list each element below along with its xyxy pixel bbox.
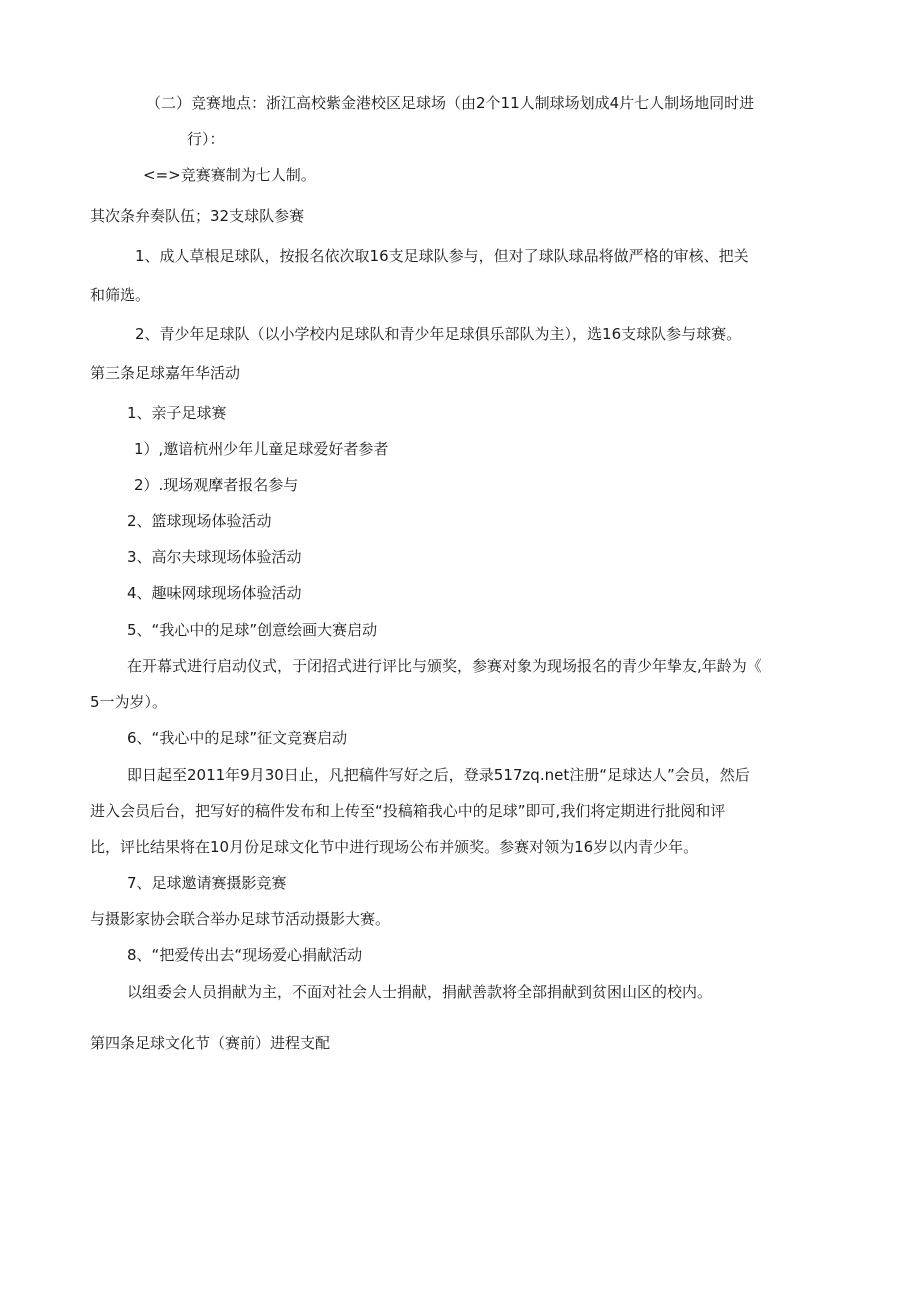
activity-1-sub-1: 1）,邀谙杭州少年儿童足球爱好者参者 xyxy=(134,440,389,458)
activity-5: 5、“我心中的足球”创意绘画大赛启动 xyxy=(127,621,378,639)
item-youth-teams: 2、青少年足球队（以小学校内足球队和青少年足球俱乐部队为主），选16支球队参与球赛。 xyxy=(135,325,742,343)
section-venue-line: （二）竞赛地点：浙江高校紫金港校区足球场（由2个11人制球场划成4片七人制场地同时进 xyxy=(146,94,755,112)
activity-6-desc-cont-2: 比，评比结果将在10月份足球文化节中进行现场公布并颁奖。参赛对领为16岁以内青少年。 xyxy=(90,838,699,856)
activity-3: 3、高尔夫球现场体验活动 xyxy=(127,548,302,566)
activity-8: 8、“把爱传出去“现场爱心捐献活动 xyxy=(127,946,363,964)
article-4-heading: 第四条足球文化节（赛前）进程支配 xyxy=(90,1034,331,1052)
activity-6-desc: 即日起至2011年9月30日止，凡把稿件写好之后，登录517zq.net注册“足球达人”会员，然后 xyxy=(127,766,750,784)
article-3-heading: 第三条足球嘉年华活动 xyxy=(90,364,241,382)
article-2-heading: 其次条弁奏队伍；32支球队参赛 xyxy=(90,207,305,225)
activity-2: 2、篮球现场体验活动 xyxy=(127,512,272,530)
activity-6-desc-cont-1: 进入会员后台，把写好的稿件发布和上传至“投稿箱我心中的足球”即可,我们将定期进行批阅和评 xyxy=(90,802,726,820)
section-format-line: <=>竞赛赛制为七人制。 xyxy=(143,166,316,184)
item-adult-teams-cont: 和筛选。 xyxy=(90,286,151,304)
activity-6: 6、“我心中的足球”征文竞赛启动 xyxy=(127,729,348,747)
activity-5-desc-cont: 5一为岁）。 xyxy=(90,693,168,711)
activity-1: 1、亲子足球赛 xyxy=(127,404,227,422)
activity-7-desc: 与摄影家协会联合举办足球节活动摄影大赛。 xyxy=(90,910,391,928)
activity-7: 7、足球邀请赛摄影竞赛 xyxy=(127,874,287,892)
activity-4: 4、趣味网球现场体验活动 xyxy=(127,584,302,602)
activity-8-desc: 以组委会人员捐献为主，不面对社会人士捐献，捐献善款将全部捐献到贫困山区的校内。 xyxy=(127,983,713,1001)
activity-5-desc: 在开幕式进行启动仪式，于闭招式进行评比与颁奖，参赛对象为现场报名的青少年挚友,年龄为《 xyxy=(127,657,762,675)
activity-1-sub-2: 2）.现场观摩者报名参与 xyxy=(134,476,299,494)
section-venue-line-cont: 行）： xyxy=(187,130,225,148)
item-adult-teams: 1、成人草根足球队，按报名依次取16支足球队参与，但对了球队球品将做严格的审核、把关 xyxy=(135,247,749,265)
